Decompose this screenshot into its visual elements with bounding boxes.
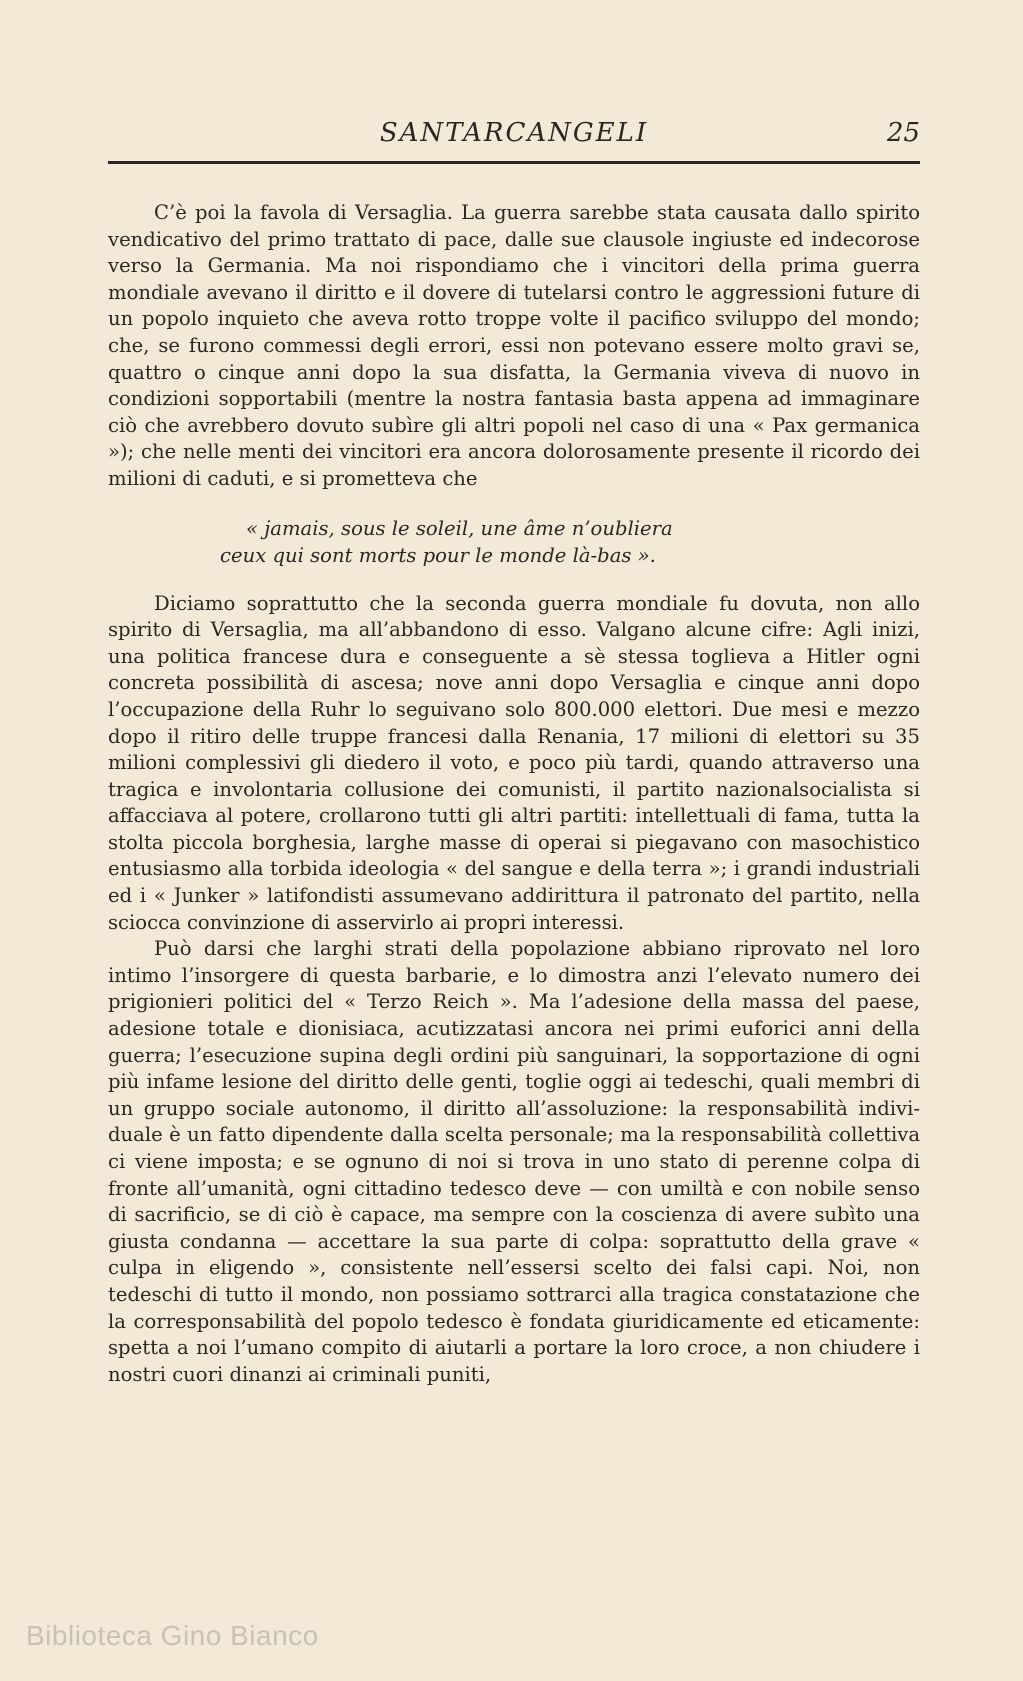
page-body [108, 200, 920, 1388]
paragraph-2: Diciamo soprattutto che la seconda guerra mondiale fu dovuta, non allo spirito di Versaglia, ma all’abbandono di esso. Valgano alcune cifre: Agli inizi, una politica francese dura e conseguente a sè stessa toglieva a Hitler ogni concreta possibilità di ascesa; nove anni dopo Versaglia e cinque anni dopo l’occupazione della Ruhr lo seguivano solo 800.000 elettori. Due mesi e mezzo dopo il ritiro delle truppe francesi dalla Renania, 17 milioni di elettori su 35 milioni complessivi gli diedero il voto, e poco più tardi, quando attraverso una tragica e involontaria collusione dei comunisti, il partito nazionalsocialista si affacciava al potere, crollarono tutti gli altri partiti: intellettuali di fama, tutta la stolta piccola borghesia, larghe masse di operai si piegavano con masochistico entusiasmo alla torbida ideologia « del sangue e della terra »; i grandi industriali ed i « Junker » latifondisti assumevano addirittura il patronato del partito, nella sciocca convinzione di asservirlo ai propri interessi. [108, 591, 920, 934]
header-rule [108, 161, 920, 164]
running-title: SANTARCANGELI [379, 118, 649, 148]
paragraph-3: Può darsi che larghi strati della popolazione abbiano riprovato nel loro intimo l’insorgere di questa barbarie, e lo dimostra anzi l’elevato numero dei prigionieri politici del « Terzo Reich ». Ma l’adesione della massa del paese, adesione totale e dionisiaca, acutizzatasi ancora nei primi euforici anni della guerra; l’esecuzione supina degli ordini più sanguinari, la sopportazione di ogni più infame lesione del diritto delle genti, toglie oggi ai tedeschi, quali membri di un gruppo sociale autonomo, il diritto all’assoluzione: la responsabilità individuale è un fatto dipendente dalla scelta personale; ma la responsabilità collettiva ci viene imposta; e se ognuno di noi si trova in uno stato di perenne colpa di fronte all’umanità, ogni cittadino tedesco deve — con umiltà e con nobile senso di sacrificio, se di ciò è capace, ma sempre con la coscienza di avere subìto una giusta condanna — accettare la sua parte di colpa: soprattutto della grave « culpa in eligendo », consistente nell’essersi scelto dei falsi capi. Noi, non tedeschi di tutto il mondo, non possiamo sottrarci alla tragica constatazione che la corresponsabilità del popolo tedesco è fondata giuridicamente ed eticamente: spetta a noi l’umano compito di aiutarli a portare la loro croce, a non chiudere i nostri cuori dinanzi ai criminali puniti, [108, 937, 920, 1386]
page-number: 25 [886, 118, 920, 148]
library-watermark: Biblioteca Gino Bianco [26, 1620, 319, 1651]
page-header [108, 112, 920, 152]
quote-line-2: ceux qui sont morts pour le monde là-bas ». [220, 543, 656, 567]
verse-quote [108, 515, 920, 569]
paragraph-1: C’è poi la favola di Versaglia. La guerra sarebbe stata causata dallo spirito vendicativo del primo trattato di pace, dalle sue clausole ingiuste ed indecorose verso la Germania. Ma noi rispondiamo che i vincitori della prima guerra mondiale avevano il diritto e il dovere di tutelarsi contro le aggressioni future di un popolo inquieto che aveva rotto troppe volte il pacifico sviluppo del mondo; che, se furono commessi degli errori, essi non potevano essere molto gravi se, quattro o cinque anni dopo la sua disfatta, la Germania viveva di nuovo in condizioni sopportabili (mentre la nostra fantasia basta appena ad immaginare ciò che avrebbero dovuto subìre gli altri popoli nel caso di una « Pax germanica »); che nelle menti dei vincitori era ancora dolorosamente presente il ricordo dei milioni di caduti, e si prometteva che [108, 201, 920, 490]
quote-line-1: « jamais, sous le soleil, une âme n’oubliera [246, 516, 673, 540]
